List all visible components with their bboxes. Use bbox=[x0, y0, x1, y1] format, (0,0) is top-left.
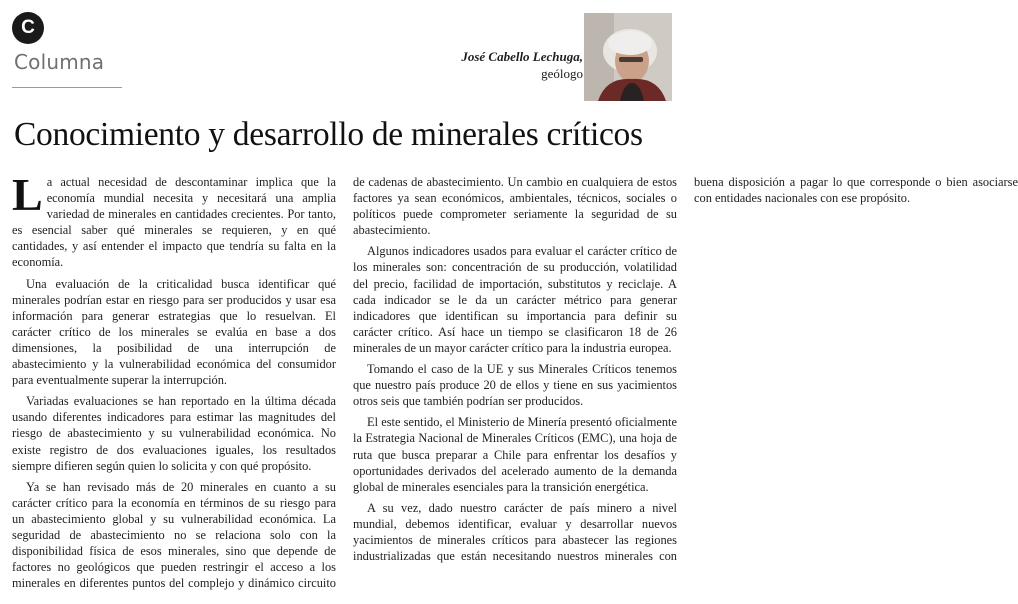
author-name: José Cabello Lechuga, bbox=[461, 49, 583, 64]
paragraph: A su vez, dado nuestro carácter de país minero a nivel mundial, debemos identificar, evaluar y desarrollar nuevos yacimientos de minerales críticos para abastecer las regiones industrializadas que están necesitando nuestros minerales con buena disposición a pagar lo que corresponde o bien asociarse con entidades nacionales con ese propósito. bbox=[353, 175, 1018, 564]
paragraph: El este sentido, el Ministerio de Minería presentó oficialmente la Estrategia Nacional de Minerales Críticos (EMC), una hoja de ruta que busca preparar a Chile para enfrentar los desafíos y oportunidades derivados del acelerado aumento de la demanda global de minerales esenciales para la transición energética. bbox=[353, 415, 677, 494]
paragraph: Ya se han revisado más de 20 minerales en cuanto a su carácter crítico para la economía en términos de su riesgo para un abastecimiento global y su vulnerabilidad económica. La seguridad de abastecimiento no se relaciona solo con la disponibilidad física de esos minerales, sino que depende de factores no geológicos que pueden restringir el acceso a los minerales en diferentes puntos del complejo y dinámico circuito de cadenas de abastecimiento. Un cambio en cualquiera de estos factores ya sean económicos, ambientales, técnicos, sociales o políticos puede comprometer seriamente la seguridad de su abastecimiento. bbox=[12, 175, 677, 591]
paragraph bbox=[12, 169, 336, 271]
paragraph: Variadas evaluaciones se han reportado en la última década usando diferentes indicadores para estimar las magnitudes del riesgo de abastecimiento y su vulnerabilidad económica. No existe registro de dos evaluaciones iguales, los resultados siempre difieren según quien lo solicita y con qué propósito. bbox=[12, 394, 336, 473]
paragraph: Tomando el caso de la UE y sus Minerales Críticos tenemos que nuestro país produce 20 de ellos y tiene en sus yacimientos otros seis que también podrían ser producidos. bbox=[353, 362, 677, 409]
author-photo bbox=[584, 13, 672, 101]
article-body bbox=[12, 169, 1018, 594]
paragraph-text: a actual necesidad de descontaminar implica que la economía mundial necesita y necesitará una amplia variedad de minerales en cantidades crecientes. Por tanto, es esencial saber qué minerales se requieren, y en qué cantidades, y así entender el impacto que tendría su falta en la economía. bbox=[12, 175, 336, 270]
author-byline bbox=[461, 48, 583, 82]
article-title: Conocimiento y desarrollo de minerales críticos bbox=[14, 116, 643, 153]
section-label: Columna bbox=[14, 50, 105, 74]
paragraph: Algunos indicadores usados para evaluar el carácter crítico de los minerales son: concentración de su producción, volatilidad del precio, facilidad de importación, substitutos y reciclaje. A cada indicador se le da un carácter métrico para generar indicadores que identifican su importancia para definir su carácter crítico. Así hace un tiempo se clasificaron 18 de 26 minerales de un mayor carácter crítico para la industria europea. bbox=[353, 244, 677, 355]
section-divider bbox=[12, 87, 122, 88]
paragraph: Una evaluación de la criticalidad busca identificar qué minerales podrían estar en riesgo para ser producidos y usar esa información para generar estrategias que lo resuelvan. El carácter crítico de los minerales se evalúa en base a dos dimensiones, la posibilidad de una interrupción de abastecimiento y la vulnerabilidad económica del consumidor para eventualmente superar la interrupción. bbox=[12, 276, 336, 388]
drop-cap: L bbox=[12, 169, 43, 220]
section-badge: C bbox=[12, 12, 44, 44]
author-role: geólogo bbox=[541, 66, 583, 81]
